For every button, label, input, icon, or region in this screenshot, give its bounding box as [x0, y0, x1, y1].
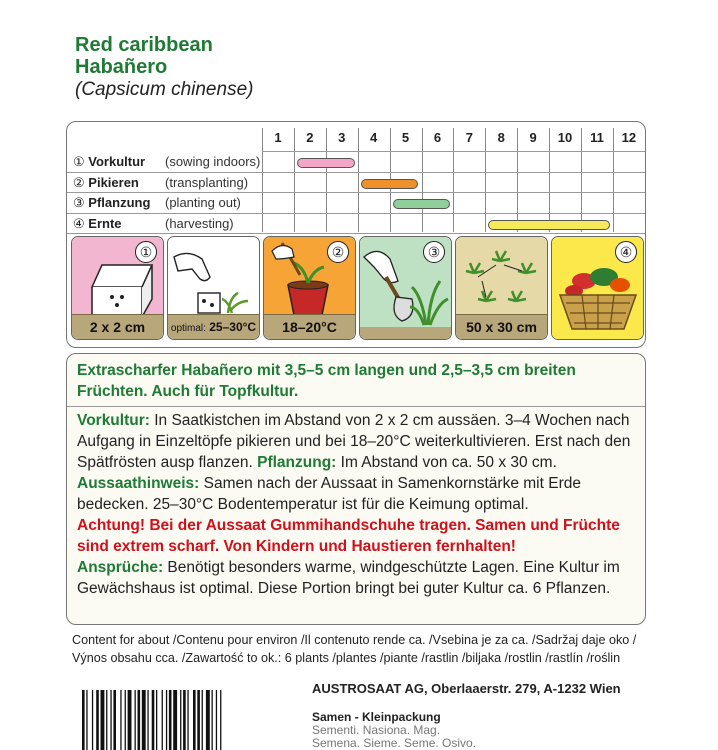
- row-translation: (planting out): [165, 195, 241, 210]
- latin-name: (Capsicum chinense): [75, 79, 254, 100]
- pictogram-pricking: [263, 236, 356, 340]
- grid-line: [67, 192, 262, 193]
- pflanzung-text: Im Abstand von ca. 50 x 30 cm.: [336, 454, 557, 471]
- month-header: 11: [590, 130, 604, 145]
- row-label: Pikieren: [88, 174, 139, 190]
- grid-line: [613, 128, 614, 232]
- sowing-calendar: [67, 122, 645, 234]
- pictogram-caption: 2 x 2 cm: [72, 314, 163, 339]
- row-number: ②: [73, 174, 89, 190]
- month-header: 5: [401, 130, 410, 145]
- calendar-period-bar: [488, 220, 610, 230]
- product-name: Red caribbean: [75, 34, 213, 56]
- grid-line: [485, 128, 486, 232]
- grid-line: [262, 151, 645, 152]
- barcode: [80, 690, 298, 750]
- month-header: 9: [529, 130, 537, 145]
- ansprueche-text: Benötigt besonders warme, windgeschützte Lagen. Eine Kultur im Gewächshaus ist optimal. Diese Portion bringt bei guter Kultur ca. 6 Pflanzen.: [77, 559, 620, 597]
- grid-line: [294, 128, 295, 232]
- aussaat-label: Aussaathinweis:: [77, 475, 200, 492]
- month-header: 6: [433, 130, 442, 145]
- company-address: AUSTROSAAT AG, Oberlaaerstr. 279, A-1232 Wien: [312, 681, 621, 696]
- month-header: 3: [338, 130, 346, 145]
- calendar-row-label: [73, 154, 261, 170]
- row-translation: (sowing indoors): [165, 154, 261, 169]
- month-header: 7: [465, 130, 473, 145]
- grid-line: [517, 128, 518, 232]
- hand-seeds-icon: [168, 237, 259, 317]
- month-header: 8: [497, 130, 505, 145]
- grid-line: [549, 128, 550, 232]
- row-number: ③: [73, 195, 89, 210]
- month-header: 10: [557, 130, 573, 145]
- pictogram-caption: 50 x 30 cm: [456, 314, 547, 339]
- vorkultur-text: In Saatkistchen im Abstand von 2 x 2 cm aussäen. 3–4 Wochen nach Aufgang in Einzeltöpfe pikieren und bei 18–20°C weiterkultivieren. Erst nach den Spätfrösten ausp flanzen.: [77, 412, 631, 471]
- product-variety: Habañero: [75, 56, 168, 78]
- pictogram-caption: 18–20°C: [264, 314, 355, 339]
- ansprueche-paragraph: [67, 557, 645, 599]
- pictogram-planting: [359, 236, 452, 340]
- calendar-row-label: [73, 215, 234, 232]
- pack-line: Semena. Sieme. Seme. Osivo.: [312, 736, 477, 750]
- grid-line: [67, 172, 262, 173]
- grid-line: [67, 213, 262, 214]
- grid-line: [262, 192, 645, 193]
- grid-line: [453, 128, 454, 232]
- intro-text: Extrascharfer Habañero mit 3,5–5 cm langen und 2,5–3,5 cm breiten Früchten. Auch für Topfkultur.: [77, 362, 576, 400]
- plant-spacing-icon: [456, 237, 547, 317]
- grid-line: [358, 128, 359, 232]
- aussaat-text: Samen nach der Aussaat in Samenkornstärke mit Erde bedecken. 25–30°C Bodentemperatur ist für die Keimung optimal.: [77, 475, 581, 513]
- calendar-row-label: [73, 174, 249, 191]
- optimal-temp: 25–30°C: [209, 320, 257, 334]
- content-line-1: Content for about /Contenu pour environ /Il contenuto rende ca. /Vsebina je za ca. /Sadržaj daje oko /: [72, 633, 637, 647]
- row-number: ①: [73, 154, 89, 169]
- grid-line: [262, 233, 645, 234]
- pictogram-strip: [71, 236, 641, 341]
- month-header: 4: [370, 130, 378, 145]
- grid-line: [262, 213, 645, 214]
- grid-line: [581, 128, 582, 232]
- grid-line: [326, 128, 327, 232]
- month-header: 1: [274, 130, 282, 145]
- calendar-period-bar: [361, 179, 419, 189]
- grid-line: [262, 172, 645, 173]
- warning-text: Achtung! Bei der Aussaat Gummihandschuhe tragen. Samen und Früchte sind extrem scharf. Von Kindern und Haustieren fernhalten!: [77, 517, 620, 555]
- content-line-2: Výnos obsahu cca. /Zawartość to ok.: 6 plants /plantes /piante /rastlin /biljaka /rostlin /rastlín /roślin: [72, 651, 621, 665]
- content-info: [72, 631, 652, 667]
- pictogram-sowing: [71, 236, 164, 340]
- vorkultur-paragraph: [67, 410, 645, 473]
- pack-title: Samen - Kleinpackung: [312, 710, 441, 724]
- pictogram-spacing: [455, 236, 548, 340]
- calendar-period-bar: [393, 199, 451, 209]
- step-number-badge: ①: [135, 241, 157, 263]
- pictogram-germination: [167, 236, 260, 340]
- calendar-row-label: [73, 195, 241, 211]
- pack-line: Sementi. Nasiona. Mag.: [312, 723, 441, 737]
- calendar-period-bar: [297, 158, 355, 168]
- grid-line: [262, 128, 263, 232]
- month-header: 12: [621, 130, 637, 145]
- ansprueche-label: Ansprüche:: [77, 559, 164, 576]
- package-info: [312, 711, 476, 750]
- row-translation: (harvesting): [165, 215, 234, 231]
- pictogram-caption: [168, 314, 259, 339]
- vorkultur-label: Vorkultur:: [77, 412, 150, 429]
- grid-line: [422, 128, 423, 232]
- optimal-label: optimal:: [170, 323, 206, 334]
- aussaat-paragraph: [67, 473, 645, 515]
- row-label: Pflanzung: [88, 195, 151, 210]
- row-label: Ernte: [88, 215, 122, 231]
- step-number-badge: ③: [423, 241, 445, 263]
- pflanzung-label: Pflanzung:: [257, 454, 337, 471]
- row-number: ④: [73, 215, 89, 231]
- growing-instructions: [66, 353, 646, 625]
- grid-line: [645, 128, 646, 232]
- pictogram-harvest: [551, 236, 644, 340]
- step-number-badge: ④: [615, 241, 637, 263]
- row-label: Vorkultur: [88, 154, 146, 169]
- month-header: 2: [306, 130, 314, 145]
- growing-calendar-panel: [66, 121, 646, 348]
- product-title-block: [75, 34, 253, 102]
- step-number-badge: ②: [327, 241, 349, 263]
- grid-line: [67, 233, 262, 234]
- divider: [67, 406, 645, 407]
- row-translation: (transplanting): [165, 174, 249, 190]
